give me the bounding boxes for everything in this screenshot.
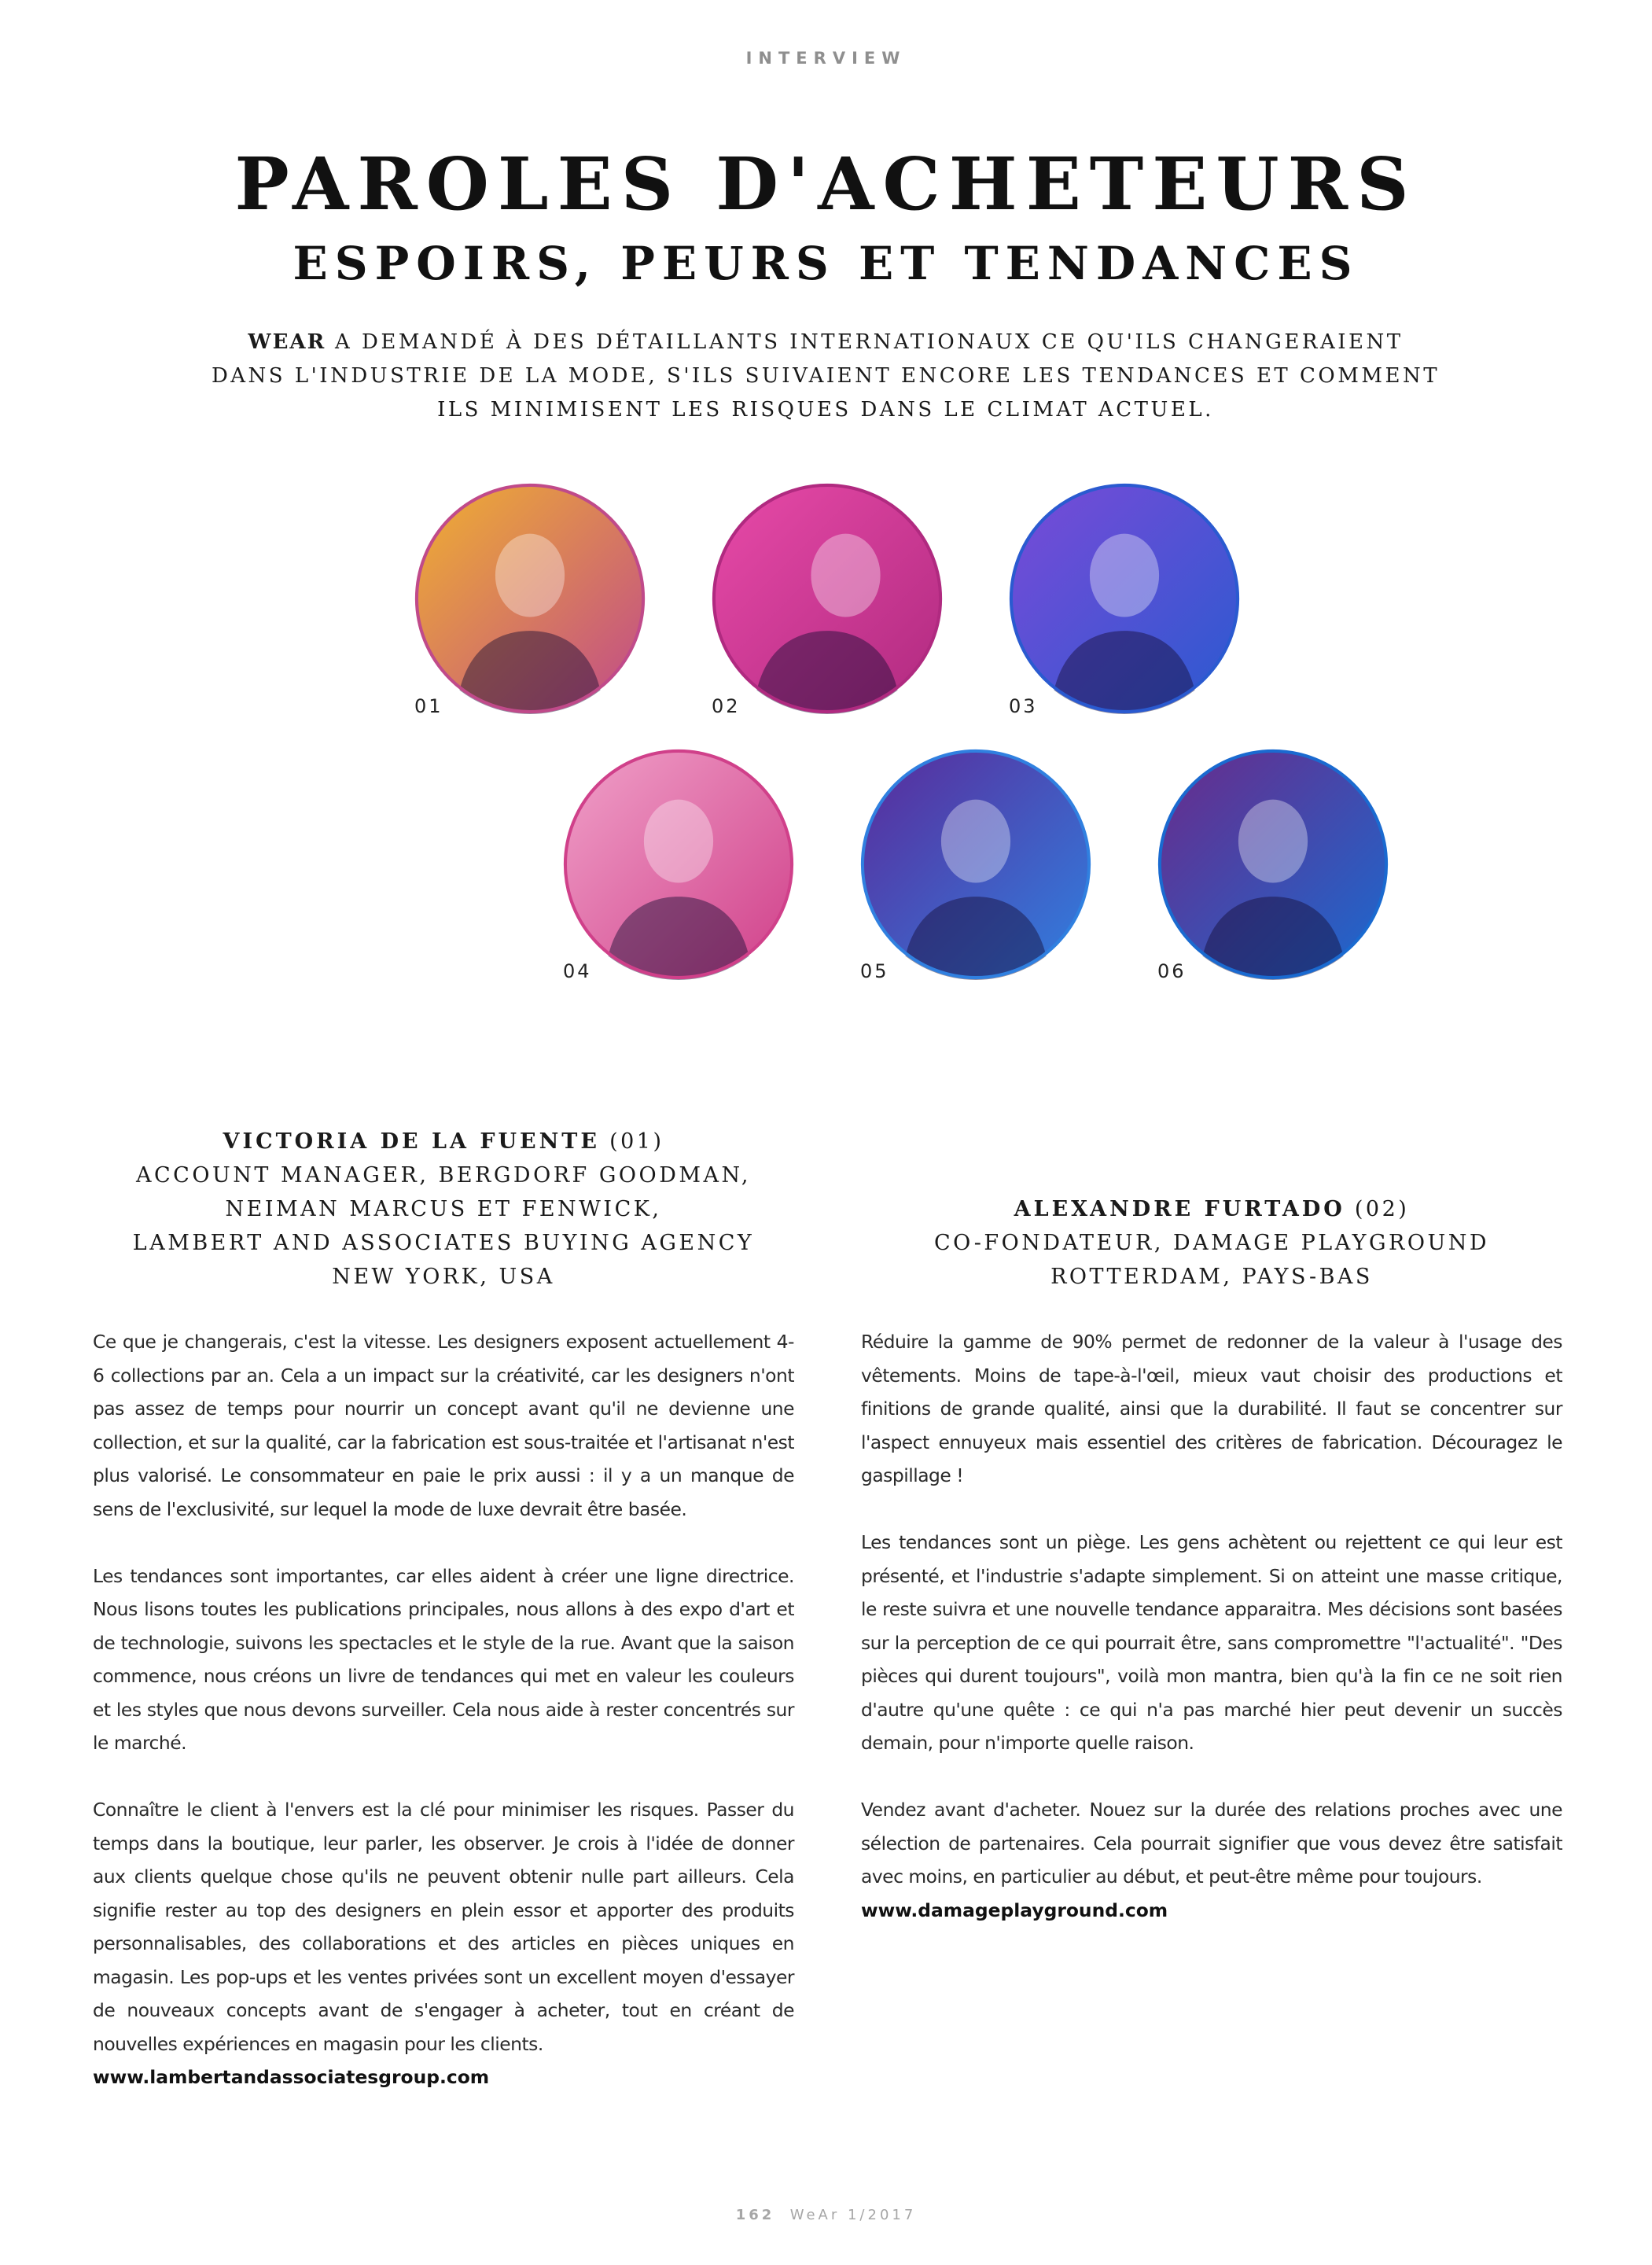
interviewee-line	[93, 1125, 794, 1158]
interviewee-name: VICTORIA DE LA FUENTE	[223, 1129, 600, 1154]
portrait-head-silhouette	[495, 534, 565, 617]
portrait-number-04: 04	[563, 960, 592, 982]
intro-line-1: WEAR A DEMANDÉ À DES DÉTAILLANTS INTERNATIONAUX CE QU'ILS CHANGERAIENT	[248, 330, 1404, 354]
page-subtitle: ESPOIRS, PEURS ET TENDANCES	[293, 237, 1359, 290]
portrait-04	[563, 749, 794, 980]
interviewee-ref: (02)	[1354, 1197, 1410, 1221]
portrait-06	[1157, 749, 1389, 980]
portrait-05	[860, 749, 1091, 980]
paragraph: Ce que je changerais, c'est la vitesse. Les designers exposent actuellement 4-6 collections par an. Cela a un impact sur la créativité, car les designers n'ont pas assez de temps pour nourrir un concept avant qu'il ne devienne une collection, et sur la qualité, car la fabrication est sous-traitée et l'artisanat n'est plus valorisé. Le consommateur en paie le prix aussi : il y a un manque de sens de l'exclusivité, sur lequel la mode de luxe devrait être basée.	[93, 1331, 794, 1520]
intro-brand: WEAR	[248, 330, 326, 354]
intro-text	[197, 326, 1455, 427]
portrait-number-05: 05	[860, 960, 889, 982]
role-line: NEW YORK, USA	[332, 1265, 555, 1289]
role-line: CO-FONDATEUR, DAMAGE PLAYGROUND	[933, 1231, 1490, 1255]
role-line: ACCOUNT MANAGER, BERGDORF GOODMAN,	[136, 1163, 751, 1188]
portrait-head-silhouette	[1238, 800, 1308, 883]
website-link[interactable]: www.damageplayground.com	[861, 1899, 1168, 1921]
issue-label: WeAr 1/2017	[789, 2207, 917, 2223]
paragraph: Connaître le client à l'envers est la clé pour minimiser les risques. Passer du temps dans la boutique, leur parler, les observer. Je crois à l'idée de donner aux clients quelque chose qu'ils ne peuvent obtenir nulle part ailleurs. Cela signifie rester au top des designers en plein essor et apporter des produits personnalisables, des collaborations et des articles en pièces uniques en magasin. Les pop-ups et les ventes privées sont un excellent moyen d'essayer de nouveaux concepts avant de s'engager à acheter, tout en créant de nouvelles expériences en magasin pour les clients.	[93, 1799, 794, 2055]
interview-heading-01	[93, 1125, 794, 1294]
page-number: 162	[735, 2207, 775, 2223]
portrait-head-silhouette	[811, 534, 880, 617]
interview-body-01	[93, 1325, 794, 2094]
interviewee-line	[861, 1192, 1562, 1226]
portrait-01	[414, 483, 646, 714]
section-kicker: INTERVIEW	[745, 49, 907, 68]
interviewee-name: ALEXANDRE FURTADO	[1014, 1197, 1345, 1221]
page-folio	[0, 2207, 1652, 2223]
paragraph: Vendez avant d'acheter. Nouez sur la durée des relations proches avec une sélection de partenaires. Cela pourrait signifier que vous devez être satisfait avec moins, en particulier au début, et peut-être même pour toujours.	[861, 1799, 1562, 1888]
portrait-number-03: 03	[1009, 695, 1038, 717]
website-link[interactable]: www.lambertandassociatesgroup.com	[93, 2066, 490, 2088]
page-title: PAROLES D'ACHETEURS	[234, 142, 1418, 226]
intro-line-3: ILS MINIMISENT LES RISQUES DANS LE CLIMAT ACTUEL.	[437, 398, 1214, 422]
portrait-03	[1009, 483, 1240, 714]
paragraph: Les tendances sont un piège. Les gens achètent ou rejettent ce qui leur est présenté, et l'industrie s'adapte simplement. Si on atteint une masse critique, le reste suivra et une nouvelle tendance apparaitra. Mes décisions sont basées sur la perception de ce qui pourrait être, sans compromettre "l'actualité". "Des pièces qui durent toujours", voilà mon mantra, bien qu'à la fin ce ne soit rien d'autre qu'une quête : ce qui n'a pas marché hier peut devenir un succès demain, pour n'importe quelle raison.	[861, 1531, 1562, 1754]
intro-line-2: DANS L'INDUSTRIE DE LA MODE, S'ILS SUIVAIENT ENCORE LES TENDANCES ET COMMENT	[211, 364, 1440, 388]
portrait-number-06: 06	[1157, 960, 1187, 982]
portrait-head-silhouette	[644, 800, 713, 883]
portrait-head-silhouette	[1090, 534, 1159, 617]
portrait-number-02: 02	[712, 695, 741, 717]
paragraph: Réduire la gamme de 90% permet de redonner de la valeur à l'usage des vêtements. Moins de tape-à-l'œil, mieux vaut choisir des productions et finitions de grande qualité, ainsi que la durabilité. Il faut se concentrer sur l'aspect ennuyeux mais essentiel des critères de fabrication. Découragez le gaspillage !	[861, 1331, 1562, 1486]
portrait-02	[712, 483, 943, 714]
role-line: LAMBERT AND ASSOCIATES BUYING AGENCY	[132, 1231, 755, 1255]
role-line: NEIMAN MARCUS ET FENWICK,	[225, 1197, 662, 1221]
interview-body-02	[861, 1325, 1562, 1927]
portrait-head-silhouette	[941, 800, 1010, 883]
role-line: ROTTERDAM, PAYS-BAS	[1050, 1265, 1373, 1289]
interview-heading-02	[861, 1192, 1562, 1294]
paragraph: Les tendances sont importantes, car elles aident à créer une ligne directrice. Nous lisons toutes les publications principales, nous allons à des expo d'art et de technologie, suivons les spectacles et le style de la rue. Avant que la saison commence, nous créons un livre de tendances qui met en valeur les couleurs et les styles que nous devons surveiller. Cela nous aide à rester concentrés sur le marché.	[93, 1564, 794, 1754]
interviewee-ref: (01)	[609, 1129, 664, 1154]
portrait-number-01: 01	[414, 695, 443, 717]
